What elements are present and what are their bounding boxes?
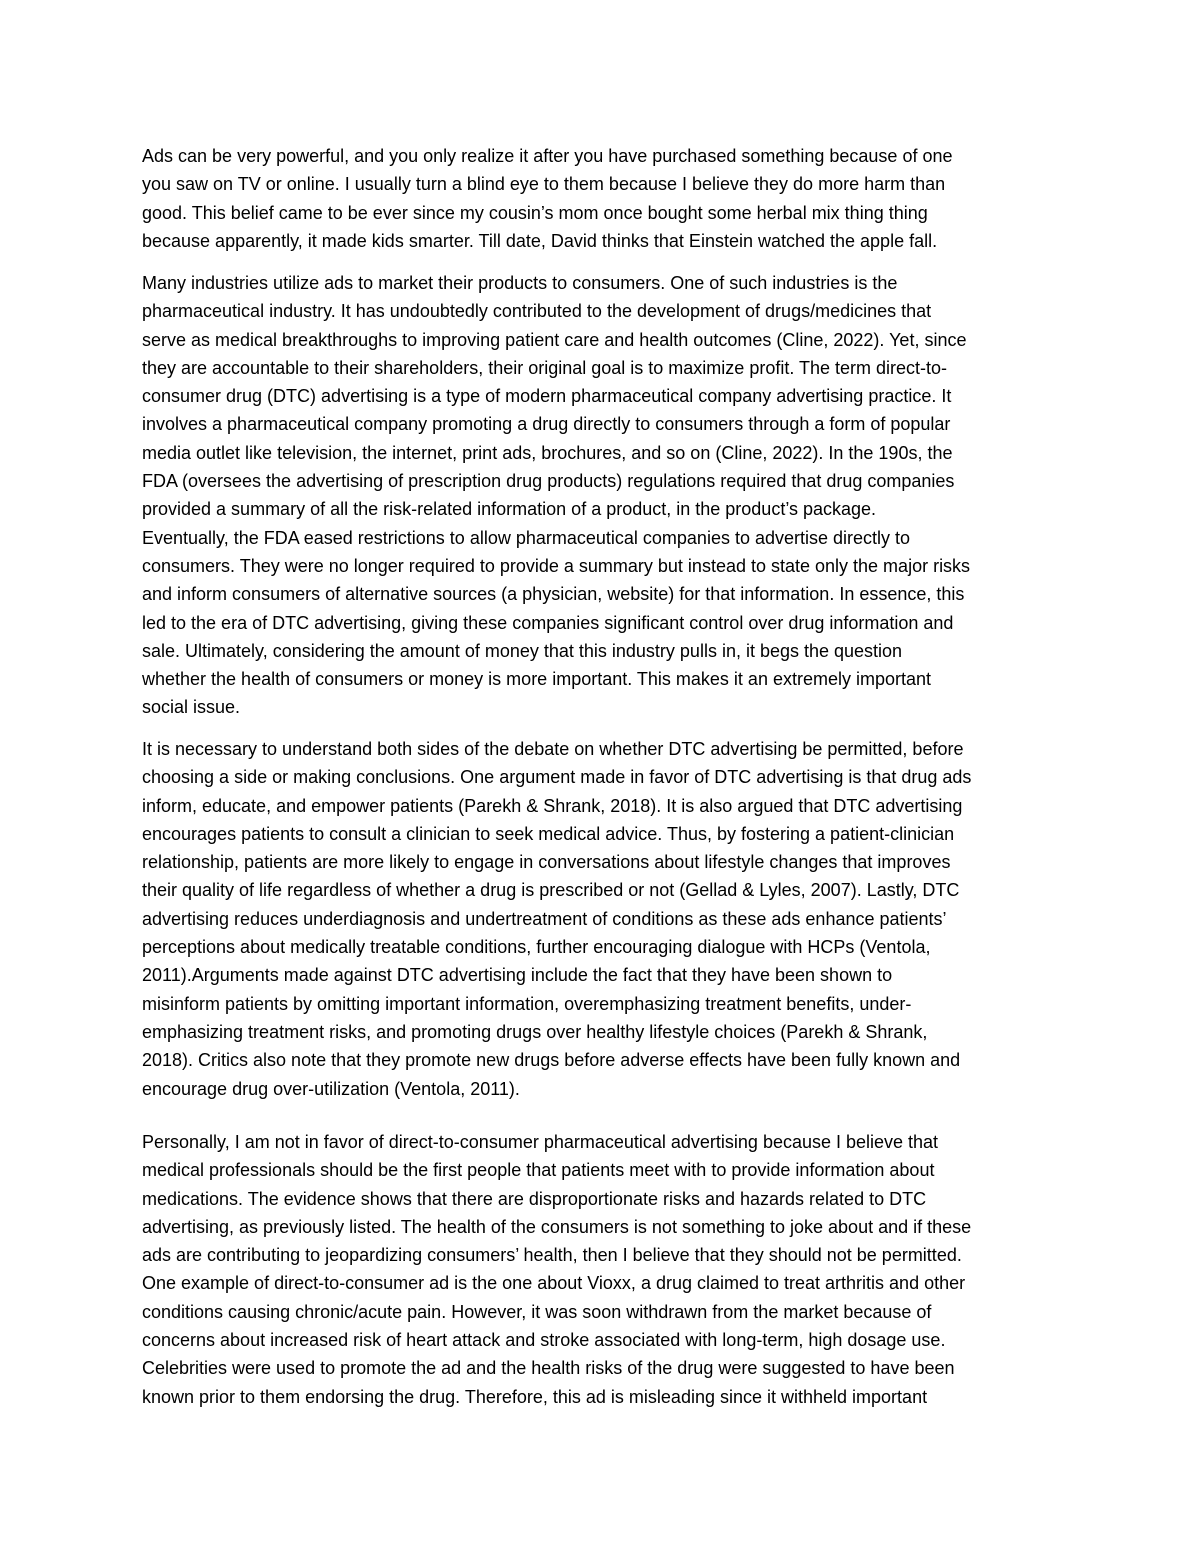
text-line: known prior to them endorsing the drug. Therefore, this ad is misleading since it withheld important: [142, 1386, 928, 1407]
text-line: Personally, I am not in favor of direct-to-consumer pharmaceutical advertising because I believe that: [142, 1132, 939, 1152]
text-line: their quality of life regardless of whether a drug is prescribed or not (Gellad & Lyles, 2007). Lastly, DTC: [142, 880, 960, 901]
text-line: pharmaceutical industry. It has undoubtedly contributed to the development of drugs/medicines that: [142, 301, 932, 322]
text-line: sale. Ultimately, considering the amount of money that this industry pulls in, it begs the question: [142, 640, 903, 661]
text-line: concerns about increased risk of heart attack and stroke associated with long-term, high dosage use.: [142, 1330, 946, 1351]
text-line: FDA (oversees the advertising of prescription drug products) regulations required that drug companies: [142, 471, 955, 492]
text-line: choosing a side or making conclusions. One argument made in favor of DTC advertising is that drug ads: [142, 767, 972, 788]
text-line: emphasizing treatment risks, and promoting drugs over healthy lifestyle choices (Parekh & Shrank,: [142, 1021, 928, 1042]
text-line: you saw on TV or online. I usually turn a blind eye to them because I believe they do more harm than: [142, 174, 946, 195]
text-line: encourage drug over-utilization (Ventola, 2011).: [142, 1078, 520, 1099]
text-line: whether the health of consumers or money is more important. This makes it an extremely important: [142, 669, 932, 690]
paragraph-intro: [142, 142, 1072, 255]
text-line: conditions causing chronic/acute pain. However, it was soon withdrawn from the market because of: [142, 1301, 932, 1322]
text-line: good. This belief came to be ever since my cousin’s mom once bought some herbal mix thing thing: [142, 202, 928, 223]
text-line: encourages patients to consult a clinician to seek medical advice. Thus, by fostering a patient-clinician: [142, 823, 955, 844]
text-line: relationship, patients are more likely to engage in conversations about lifestyle changes that improves: [142, 852, 951, 873]
text-line: 2018). Critics also note that they promote new drugs before adverse effects have been fully known and: [142, 1050, 961, 1071]
paragraph-industry-background: [142, 269, 1072, 722]
text-line: 2011).Arguments made against DTC advertising include the fact that they have been shown to: [142, 965, 893, 986]
text-line: because apparently, it made kids smarter. Till date, David thinks that Einstein watched the apple fall.: [142, 230, 938, 251]
text-line: Ads can be very powerful, and you only realize it after you have purchased something because of one: [142, 146, 953, 166]
paragraph-debate: [142, 735, 1072, 1103]
text-line: led to the era of DTC advertising, giving these companies significant control over drug information and: [142, 612, 954, 633]
text-line: serve as medical breakthroughs to improving patient care and health outcomes (Cline, 2022). Yet, since: [142, 329, 967, 350]
text-line: medical professionals should be the first people that patients meet with to provide information about: [142, 1160, 935, 1181]
text-line: One example of direct-to-consumer ad is the one about Vioxx, a drug claimed to treat arthritis and other: [142, 1273, 966, 1294]
text-line: Many industries utilize ads to market their products to consumers. One of such industries is the: [142, 273, 898, 293]
text-line: Celebrities were used to promote the ad and the health risks of the drug were suggested to have been: [142, 1358, 955, 1379]
text-line: consumer drug (DTC) advertising is a type of modern pharmaceutical company advertising practice. It: [142, 386, 952, 407]
text-line: inform, educate, and empower patients (Parekh & Shrank, 2018). It is also argued that DTC advertising: [142, 795, 963, 816]
text-line: advertising, as previously listed. The health of the consumers is not something to joke about and if these: [142, 1216, 972, 1237]
text-line: involves a pharmaceutical company promoting a drug directly to consumers through a form of popular: [142, 414, 951, 435]
text-line: ads are contributing to jeopardizing consumers’ health, then I believe that they should not be permitted.: [142, 1245, 962, 1266]
text-line: misinform patients by omitting important information, overemphasizing treatment benefits, under-: [142, 993, 912, 1014]
text-line: perceptions about medically treatable conditions, further encouraging dialogue with HCPs (Ventola,: [142, 937, 931, 958]
text-line: consumers. They were no longer required to provide a summary but instead to state only the major risks: [142, 555, 971, 576]
text-line: Eventually, the FDA eased restrictions to allow pharmaceutical companies to advertise directly to: [142, 527, 911, 548]
text-line: and inform consumers of alternative sources (a physician, website) for that information. In essence, this: [142, 584, 965, 605]
text-line: social issue.: [142, 697, 241, 718]
text-line: provided a summary of all the risk-related information of a product, in the product’s package.: [142, 499, 877, 520]
text-line: they are accountable to their shareholders, their original goal is to maximize profit. The term direct-to-: [142, 357, 948, 378]
paragraph-personal-stance: [142, 1128, 1072, 1411]
text-line: advertising reduces underdiagnosis and undertreatment of conditions as these ads enhance patients’: [142, 908, 947, 929]
text-line: medications. The evidence shows that there are disproportionate risks and hazards related to DTC: [142, 1188, 927, 1209]
text-line: It is necessary to understand both sides of the debate on whether DTC advertising be permitted, before: [142, 739, 964, 759]
text-line: media outlet like television, the internet, print ads, brochures, and so on (Cline, 2022). In the 190s, the: [142, 442, 953, 463]
